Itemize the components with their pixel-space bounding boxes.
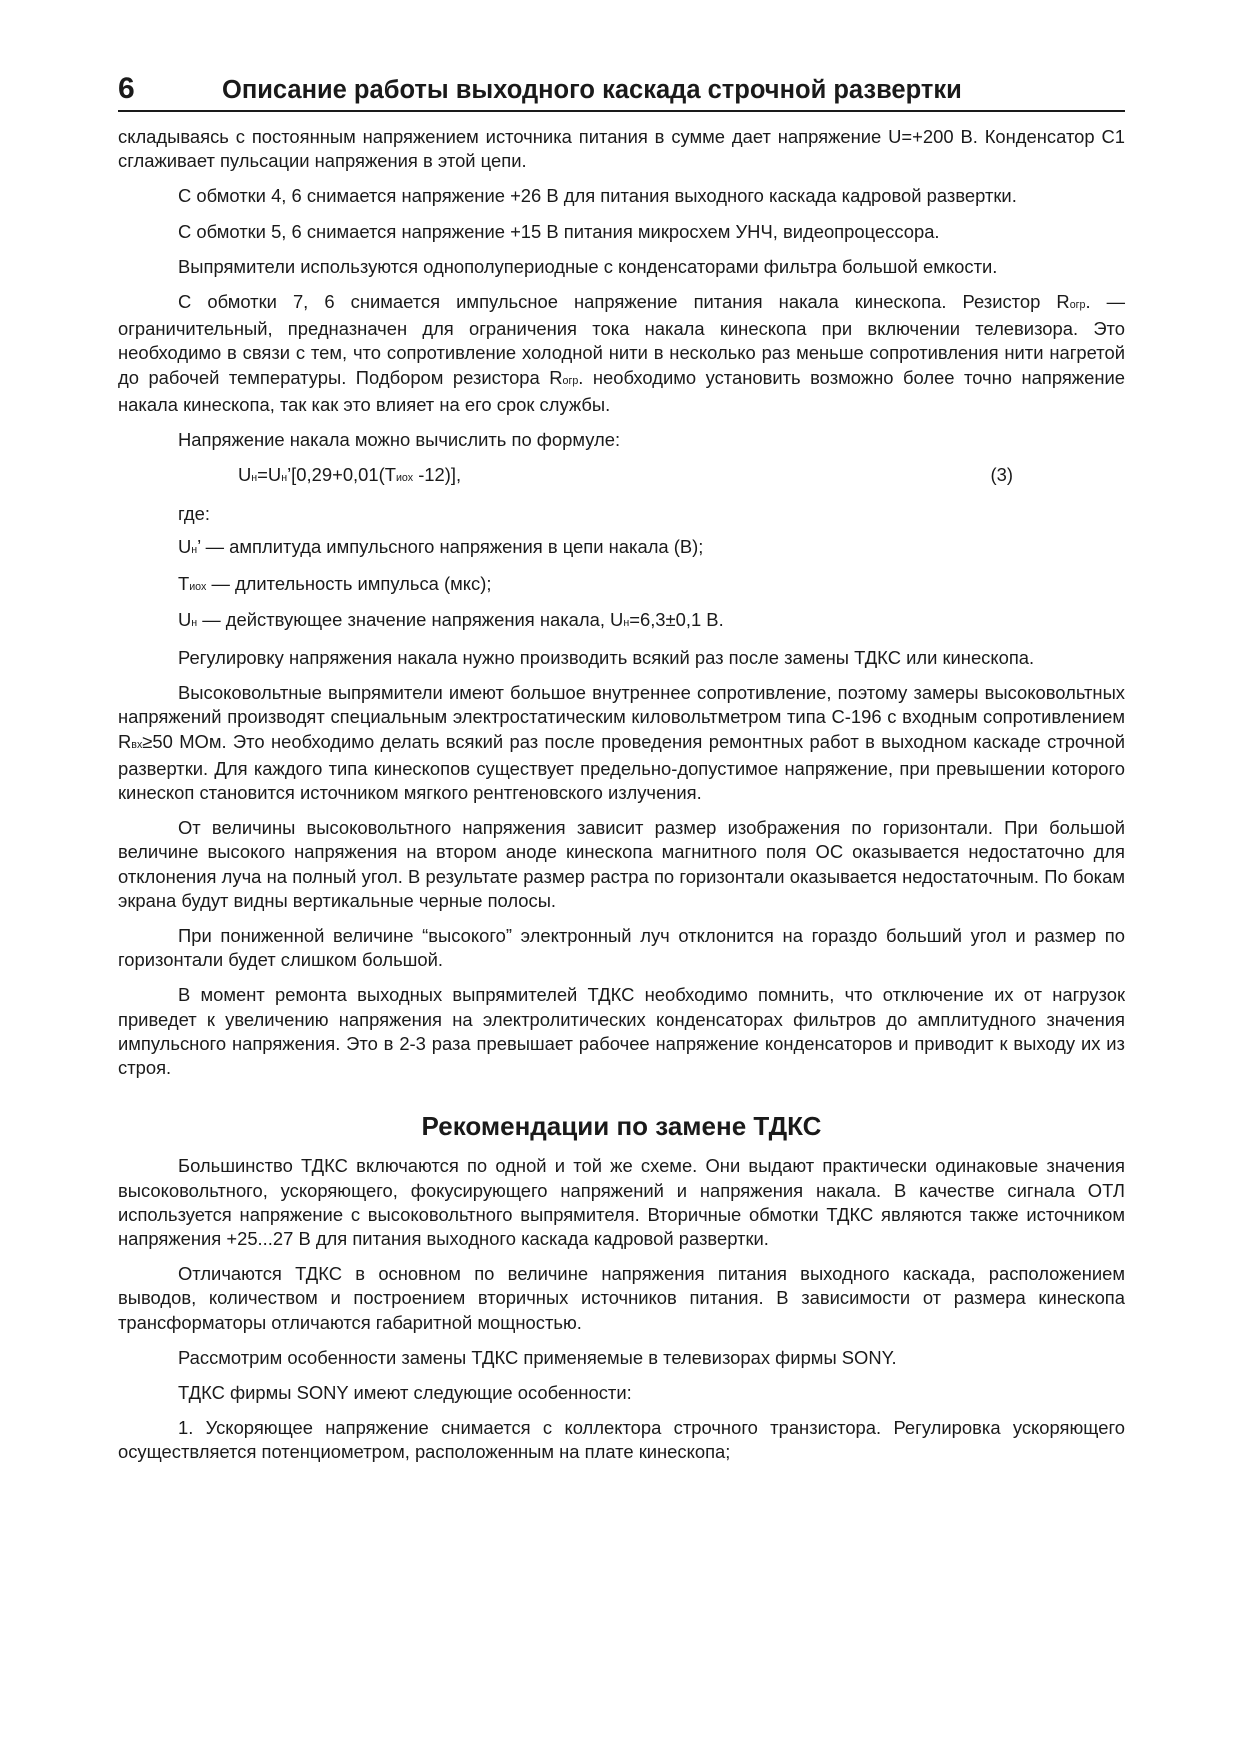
text-run: ≥50 МОм. Это необходимо делать всякий раз после проведения ремонтных работ в выходном каскаде строчной развертки. Для каждого типа кинескопов существует предельно-допустимое напряжение, при превышении которого кинескоп становится источником мягкого рентгеновского излучения. bbox=[118, 730, 1125, 804]
paragraph bbox=[118, 290, 1125, 417]
subscript: н bbox=[281, 472, 288, 485]
definition bbox=[118, 572, 1125, 599]
text-run: ’[0,29+0,01(T bbox=[287, 464, 396, 486]
text-run: =6,3±0,1 В. bbox=[629, 608, 724, 630]
text-run: Высоковольтные выпрямители имеют большое внутреннее сопротивление, поэтому замеры высоковольтных напряжений производят специальным электростатическим киловольтметром типа С-196 с входным сопротивлением R bbox=[118, 682, 1125, 752]
page-content bbox=[118, 125, 1125, 1476]
paragraph: С обмотки 5, 6 снимается напряжение +15 В питания микросхем УНЧ, видеопроцессора. bbox=[178, 220, 940, 242]
text-run: . — ограничительный, предназначен для ограничения тока накала кинескопа при включении телевизора. Это необходимо в связи с тем, что сопротивление холодной нити в несколько раз меньше сопротивления нити нагретой до рабочей температуры. Подбором резистора R bbox=[118, 291, 1125, 388]
page-number: 6 bbox=[118, 72, 135, 105]
subscript: огр bbox=[1069, 299, 1086, 312]
paragraph: складываясь с постоянным напряжением источника питания в сумме дает напряжение U=+200 В. Конденсатор С1 сглаживает пульсации напряжения в этой цепи. bbox=[118, 126, 1125, 172]
formula bbox=[118, 461, 1125, 491]
paragraph: Отличаются ТДКС в основном по величине напряжения питания выходного каскада, расположением выводов, количеством и построением вторичных источников питания. В зависимости от размера кинескопа трансформаторы отличаются габаритной мощностью. bbox=[118, 1263, 1125, 1333]
text-run: С обмотки 7, 6 снимается импульсное напряжение питания накала кинескопа. Резистор R bbox=[178, 291, 1070, 313]
paragraph: Выпрямители используются однополупериодные с конденсаторами фильтра большой емкости. bbox=[178, 255, 998, 277]
paragraph: Регулировку напряжения накала нужно производить всякий раз после замены ТДКС или кинескопа. bbox=[178, 647, 1035, 669]
text-run: =U bbox=[257, 464, 282, 486]
running-title: Описание работы выходного каскада строчной развертки bbox=[222, 76, 962, 104]
paragraph: Большинство ТДКС включаются по одной и той же схеме. Они выдают практически одинаковые значения высоковольтного, ускоряющего, фокусирующего напряжений и напряжения накала. В качестве сигнала ОТЛ используется напряжение с высоковольтного выпрямителя. Вторичные обмотки ТДКС являются также источником напряжения +25...27 В для питания выходного каскада кадровой развертки. bbox=[118, 1155, 1125, 1249]
subscript: н bbox=[251, 472, 258, 485]
subscript: вх bbox=[131, 738, 143, 751]
where-label: где: bbox=[178, 503, 210, 525]
text-run: -12)], bbox=[413, 464, 462, 486]
paragraph bbox=[118, 681, 1125, 805]
subscript: н bbox=[623, 616, 630, 629]
paragraph: В момент ремонта выходных выпрямителей ТДКС необходимо помнить, что отключение их от нагрузок приведет к увеличению напряжения на электролитических конденсаторах фильтров до амплитудного значения импульсного напряжения. Это в 2-3 раза превышает рабочее напряжение конденсаторов и приводит к выходу их из строя. bbox=[118, 984, 1125, 1079]
text-run: ’ — амплитуда импульсного напряжения в цепи накала (В); bbox=[197, 536, 704, 558]
subscript: н bbox=[191, 544, 198, 557]
paragraph: Рассмотрим особенности замены ТДКС применяемые в телевизорах фирмы SONY. bbox=[178, 1346, 897, 1368]
formula-expression bbox=[238, 463, 461, 490]
paragraph: Напряжение накала можно вычислить по формуле: bbox=[178, 429, 621, 451]
text-run: — длительность импульса (мкс); bbox=[206, 572, 492, 594]
subscript: огр bbox=[562, 374, 579, 387]
text-run: U bbox=[178, 536, 192, 558]
paragraph: С обмотки 4, 6 снимается напряжение +26 В для питания выходного каскада кадровой развертки. bbox=[178, 185, 1017, 207]
formula-number: (3) bbox=[990, 464, 1013, 486]
section-heading: Рекомендации по замене ТДКС bbox=[421, 1111, 822, 1142]
paragraph: ТДКС фирмы SONY имеют следующие особенности: bbox=[178, 1381, 632, 1403]
text-run: . необходимо установить возможно более точно напряжение накала кинескопа, так как это влияет на его срок службы. bbox=[118, 366, 1125, 415]
subscript: иох bbox=[189, 580, 207, 593]
text-run: T bbox=[178, 572, 190, 594]
subscript: н bbox=[191, 616, 198, 629]
paragraph: 1. Ускоряющее напряжение снимается с коллектора строчного транзистора. Регулировка ускоряющего осуществляется потенциометром, расположенным на плате кинескопа; bbox=[118, 1417, 1125, 1463]
definition bbox=[118, 608, 1125, 635]
paragraph: При пониженной величине “высокого” электронный луч отклонится на гораздо больший угол и размер по горизонтали будет слишком большой. bbox=[118, 925, 1125, 971]
definition bbox=[118, 535, 1125, 562]
subscript: иох bbox=[395, 472, 414, 485]
text-run: U bbox=[238, 464, 252, 486]
text-run: U bbox=[178, 608, 192, 630]
paragraph: От величины высоковольтного напряжения зависит размер изображения по горизонтали. При большой величине высокого напряжения на втором аноде кинескопа магнитного поля ОС оказывается недостаточно для отклонения луча на полный угол. В результате размер растра по горизонтали оказывается недостаточным. По бокам экрана будут видны вертикальные черные полосы. bbox=[118, 817, 1125, 911]
text-run: — действующее значение напряжения накала, U bbox=[197, 608, 624, 630]
page-header bbox=[118, 72, 1125, 112]
